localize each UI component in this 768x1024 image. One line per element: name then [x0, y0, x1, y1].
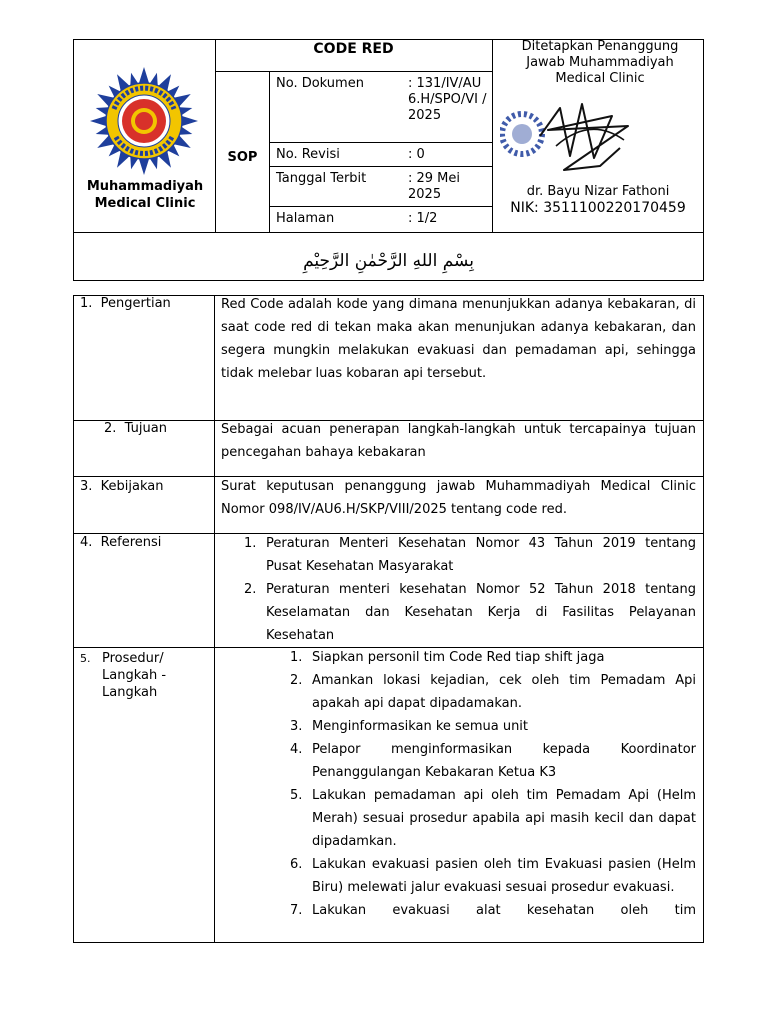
list-item-text: Menginformasikan ke semua unit	[312, 719, 529, 734]
sop-title: CODE RED	[313, 41, 394, 57]
issue-date-label: Tanggal Terbit	[276, 171, 367, 186]
list-item-number: 3.	[290, 719, 303, 734]
list-item-number: 5.	[290, 788, 303, 803]
list-item	[244, 578, 696, 647]
list-item-text: Lakukan evakuasi alat kesehatan oleh tim	[312, 903, 696, 918]
list-item	[290, 646, 696, 669]
header-divider	[269, 206, 492, 207]
list-item-number: 1.	[290, 650, 303, 665]
list-item-text: Siapkan personil tim Code Red tiap shift jaga	[312, 650, 605, 665]
section-label-pengertian: 1. Pengertian	[80, 296, 171, 311]
header-divider	[492, 39, 493, 232]
signature	[500, 96, 660, 178]
list-item-text: Peraturan Menteri Kesehatan Nomor 43 Tahun 2019 tentang Pusat Kesehatan Masyarakat	[266, 536, 696, 574]
list-item-number: 2.	[244, 582, 257, 597]
list-item-text: Lakukan pemadaman api oleh tim Pemadam Api (Helm Merah) sesuai prosedur apabila api masih kecil dan dapat dipadamkan.	[312, 788, 696, 849]
list-item-text: Peraturan menteri kesehatan Nomor 52 Tahun 2018 tentang Keselamatan dan Kesehatan Kerja di Fasilitas Pelayanan Kesehatan	[266, 582, 696, 643]
list-item-number: 7.	[290, 903, 303, 918]
section-text-kebijakan: Surat keputusan penanggung jawab Muhammadiyah Medical Clinic Nomor 098/IV/AU6.H/SKP/VIII/2025 tentang code red.	[221, 479, 696, 517]
section-label-tujuan: 2. Tujuan	[104, 421, 167, 436]
section-text-tujuan: Sebagai acuan penerapan langkah-langkah untuk tercapainya tujuan pencegahan bahaya kebakaran	[221, 422, 696, 460]
approval-heading: Ditetapkan Penanggung Jawab Muhammadiyah Medical Clinic	[521, 39, 679, 86]
basmala: بِسْمِ اللهِ الرَّحْمٰنِ الرَّحِيْمِ	[303, 251, 474, 271]
header-divider	[269, 166, 492, 167]
section-label-prosedur: Prosedur/ Langkah - Langkah	[102, 651, 167, 700]
reference-list	[244, 532, 696, 647]
clinic-logo	[80, 65, 208, 177]
list-item-number: 1.	[244, 536, 257, 551]
list-item	[290, 899, 696, 922]
list-item	[290, 715, 696, 738]
procedure-list	[290, 646, 696, 941]
list-item	[290, 853, 696, 899]
content-divider	[214, 295, 215, 943]
header-divider	[73, 232, 704, 233]
revision-value: : 0	[408, 147, 425, 162]
sop-label: SOP	[227, 150, 258, 165]
header-divider	[269, 71, 270, 232]
page-label: Halaman	[276, 211, 335, 226]
section-label-kebijakan: 3. Kebijakan	[80, 479, 164, 494]
clinic-name: Muhammadiyah Medical Clinic	[86, 179, 204, 211]
issue-date-value: : 29 Mei 2025	[408, 171, 461, 202]
list-item-text: Amankan lokasi kejadian, cek oleh tim Pemadam Api apakah api dapat dipadamakan.	[312, 673, 696, 711]
list-item	[290, 669, 696, 715]
section-number-prosedur: 5.	[80, 652, 91, 665]
section-label-referensi: 4. Referensi	[80, 535, 162, 550]
page-value: : 1/2	[408, 211, 438, 226]
doc-number-label: No. Dokumen	[276, 76, 364, 91]
list-item-number: 2.	[290, 673, 303, 688]
list-item-text: Lakukan evakuasi pasien oleh tim Evakuasi pasien (Helm Biru) melewati jalur evakuasi sesuai prosedur evakuasi.	[312, 857, 696, 895]
revision-label: No. Revisi	[276, 147, 340, 162]
list-item-number: 6.	[290, 857, 303, 872]
header-divider	[269, 142, 492, 143]
list-item	[244, 532, 696, 578]
list-item-number: 4.	[290, 742, 303, 757]
list-item-text: Pelapor menginformasikan kepada Koordinator Penanggulangan Kebakaran Ketua K3	[312, 742, 696, 780]
list-item	[290, 738, 696, 784]
list-item	[290, 784, 696, 853]
signer-nik: NIK: 3511100220170459	[510, 200, 686, 216]
signer-name: dr. Bayu Nizar Fathoni	[526, 184, 670, 199]
doc-number-value: : 131/IV/AU 6.H/SPO/VI /2025	[408, 76, 487, 123]
header-divider	[215, 71, 492, 72]
section-text-pengertian: Red Code adalah kode yang dimana menunjukkan adanya kebakaran, di saat code red di tekan maka akan menunjukan adanya kebakaran, dan segera mungkin melakukan evakuasi dan pemadaman api, sehingga tidak melebar luas kobaran api tersebut.	[221, 297, 696, 381]
